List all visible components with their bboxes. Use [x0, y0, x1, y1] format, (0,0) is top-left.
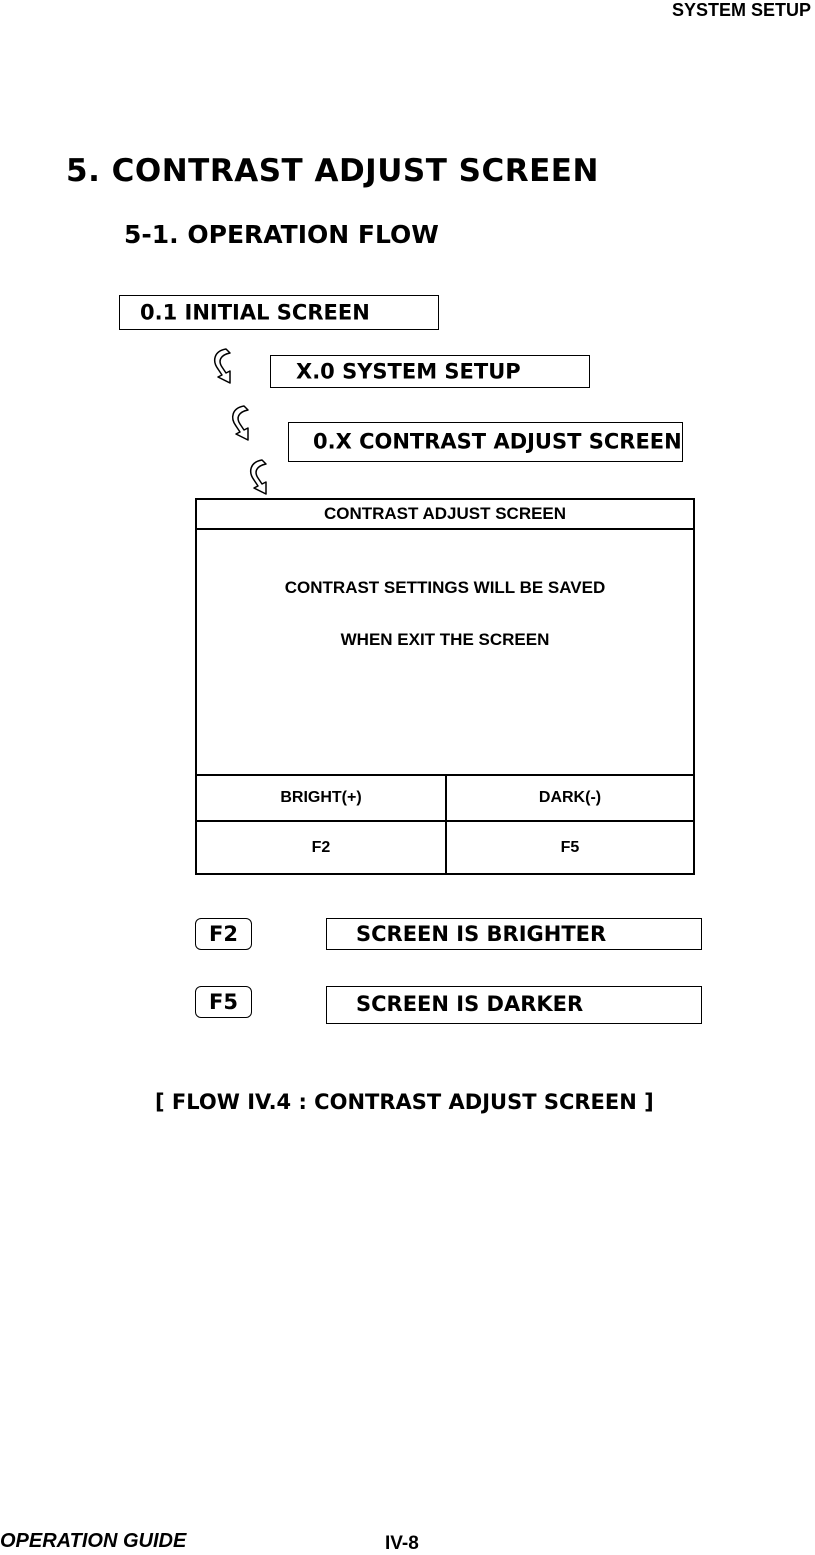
flow-step-label: X.0 SYSTEM SETUP: [296, 359, 521, 383]
header-section-title: SYSTEM SETUP: [671, 0, 811, 20]
contrast-adjust-screen-mockup: [195, 498, 695, 875]
flow-step-initial-screen: [119, 295, 439, 330]
key-description: SCREEN IS BRIGHTER: [356, 922, 607, 946]
dark-button[interactable]: DARK(-): [447, 774, 693, 822]
f5-key: [195, 986, 252, 1018]
flow-step-system-setup: [270, 355, 590, 388]
curved-down-arrow-icon: [244, 456, 274, 496]
key-label: F5: [209, 990, 238, 1014]
screen-title: CONTRAST ADJUST SCREEN: [197, 500, 693, 530]
flow-step-label: 0.1 INITIAL SCREEN: [140, 300, 370, 324]
screen-message-line2: WHEN EXIT THE SCREEN: [340, 630, 550, 649]
screen-message-line1: CONTRAST SETTINGS WILL BE SAVED: [284, 578, 606, 597]
f2-description: [326, 918, 702, 950]
page-title: 5. CONTRAST ADJUST SCREEN: [66, 153, 599, 189]
curved-down-arrow-icon: [226, 402, 256, 442]
bright-key-label: F2: [197, 822, 447, 873]
key-description: SCREEN IS DARKER: [356, 992, 584, 1016]
curved-down-arrow-icon: [208, 345, 238, 385]
bright-button[interactable]: BRIGHT(+): [197, 774, 447, 822]
flow-step-label: 0.X CONTRAST ADJUST SCREEN: [313, 429, 682, 454]
f5-description: [326, 986, 702, 1024]
section-subtitle: 5-1. OPERATION FLOW: [124, 220, 439, 249]
figure-caption: [ FLOW IV.4 : CONTRAST ADJUST SCREEN ]: [155, 1090, 654, 1114]
footer-guide-title: OPERATION GUIDE: [0, 1530, 187, 1552]
footer-page-number: IV-8: [385, 1533, 419, 1554]
f2-key: [195, 918, 252, 950]
key-label: F2: [209, 922, 238, 946]
flow-step-contrast-adjust: [288, 422, 683, 462]
dark-key-label: F5: [560, 839, 580, 856]
screen-button-grid: [197, 774, 693, 875]
